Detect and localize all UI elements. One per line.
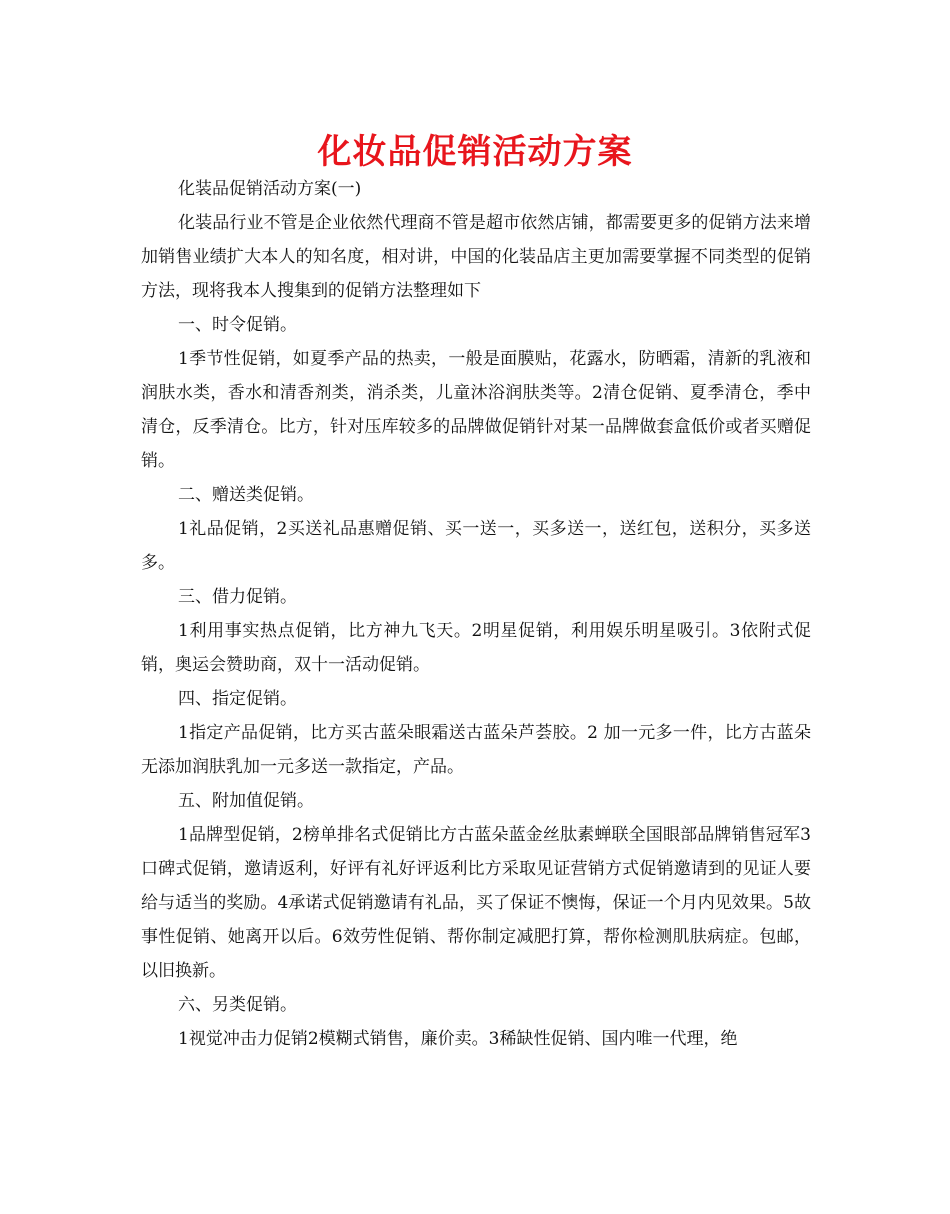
section-paragraph: 1季节性促销，如夏季产品的热卖，一般是面膜贴，花露水，防晒霜，清新的乳液和润肤水类，香水和清香剂类，消杀类，儿童沐浴润肤类等。2清仓促销、夏季清仓，季中清仓，反季清仓。比方，针对压库较多的品牌做促销针对某一品牌做套盒低价或者买赠促销。 <box>141 349 811 471</box>
section-paragraph: 1利用事实热点促销，比方神九飞天。2明星促销，利用娱乐明星吸引。3依附式促销，奥运会赞助商，双十一活动促销。 <box>141 621 811 675</box>
section-heading: 四、指定促销。 <box>178 689 297 709</box>
section-paragraph: 1品牌型促销，2榜单排名式促销比方古蓝朵蓝金丝肽素蝉联全国眼部品牌销售冠军3口碑式促销，邀请返利，好评有礼好评返利比方采取见证营销方式促销邀请到的见证人要给与适当的奖励。4承诺式促销邀请有礼品，买了保证不懊悔，保证一个月内见效果。5故事性促销、她离开以后。6效劳性促销、帮你制定减肥打算，帮你检测肌肤病症。包邮，以旧换新。 <box>141 825 811 981</box>
document-body <box>141 172 811 1056</box>
section-heading: 六、另类促销。 <box>178 995 297 1015</box>
section-heading: 三、借力促销。 <box>178 587 297 607</box>
document-title: 化妆品促销活动方案 <box>317 132 633 172</box>
section-paragraph: 1指定产品促销，比方买古蓝朵眼霜送古蓝朵芦荟胶。2 加一元多一件，比方古蓝朵无添加润肤乳加一元多送一款指定，产品。 <box>141 723 811 777</box>
section-paragraph: 1视觉冲击力促销2模糊式销售，廉价卖。3稀缺性促销、国内唯一代理，绝 <box>178 1029 738 1049</box>
subtitle-paragraph: 化装品促销活动方案(一) <box>178 179 362 199</box>
section-heading: 二、赠送类促销。 <box>178 485 314 505</box>
intro-paragraph: 化装品行业不管是企业依然代理商不管是超市依然店铺，都需要更多的促销方法来增加销售业绩扩大本人的知名度，相对讲，中国的化装品店主更加需要掌握不同类型的促销方法，现将我本人搜集到的促销方法整理如下 <box>141 213 811 301</box>
section-heading: 一、时令促销。 <box>178 315 297 335</box>
section-heading: 五、附加值促销。 <box>178 791 314 811</box>
section-paragraph: 1礼品促销，2买送礼品惠赠促销、买一送一，买多送一，送红包，送积分，买多送多。 <box>141 519 811 573</box>
